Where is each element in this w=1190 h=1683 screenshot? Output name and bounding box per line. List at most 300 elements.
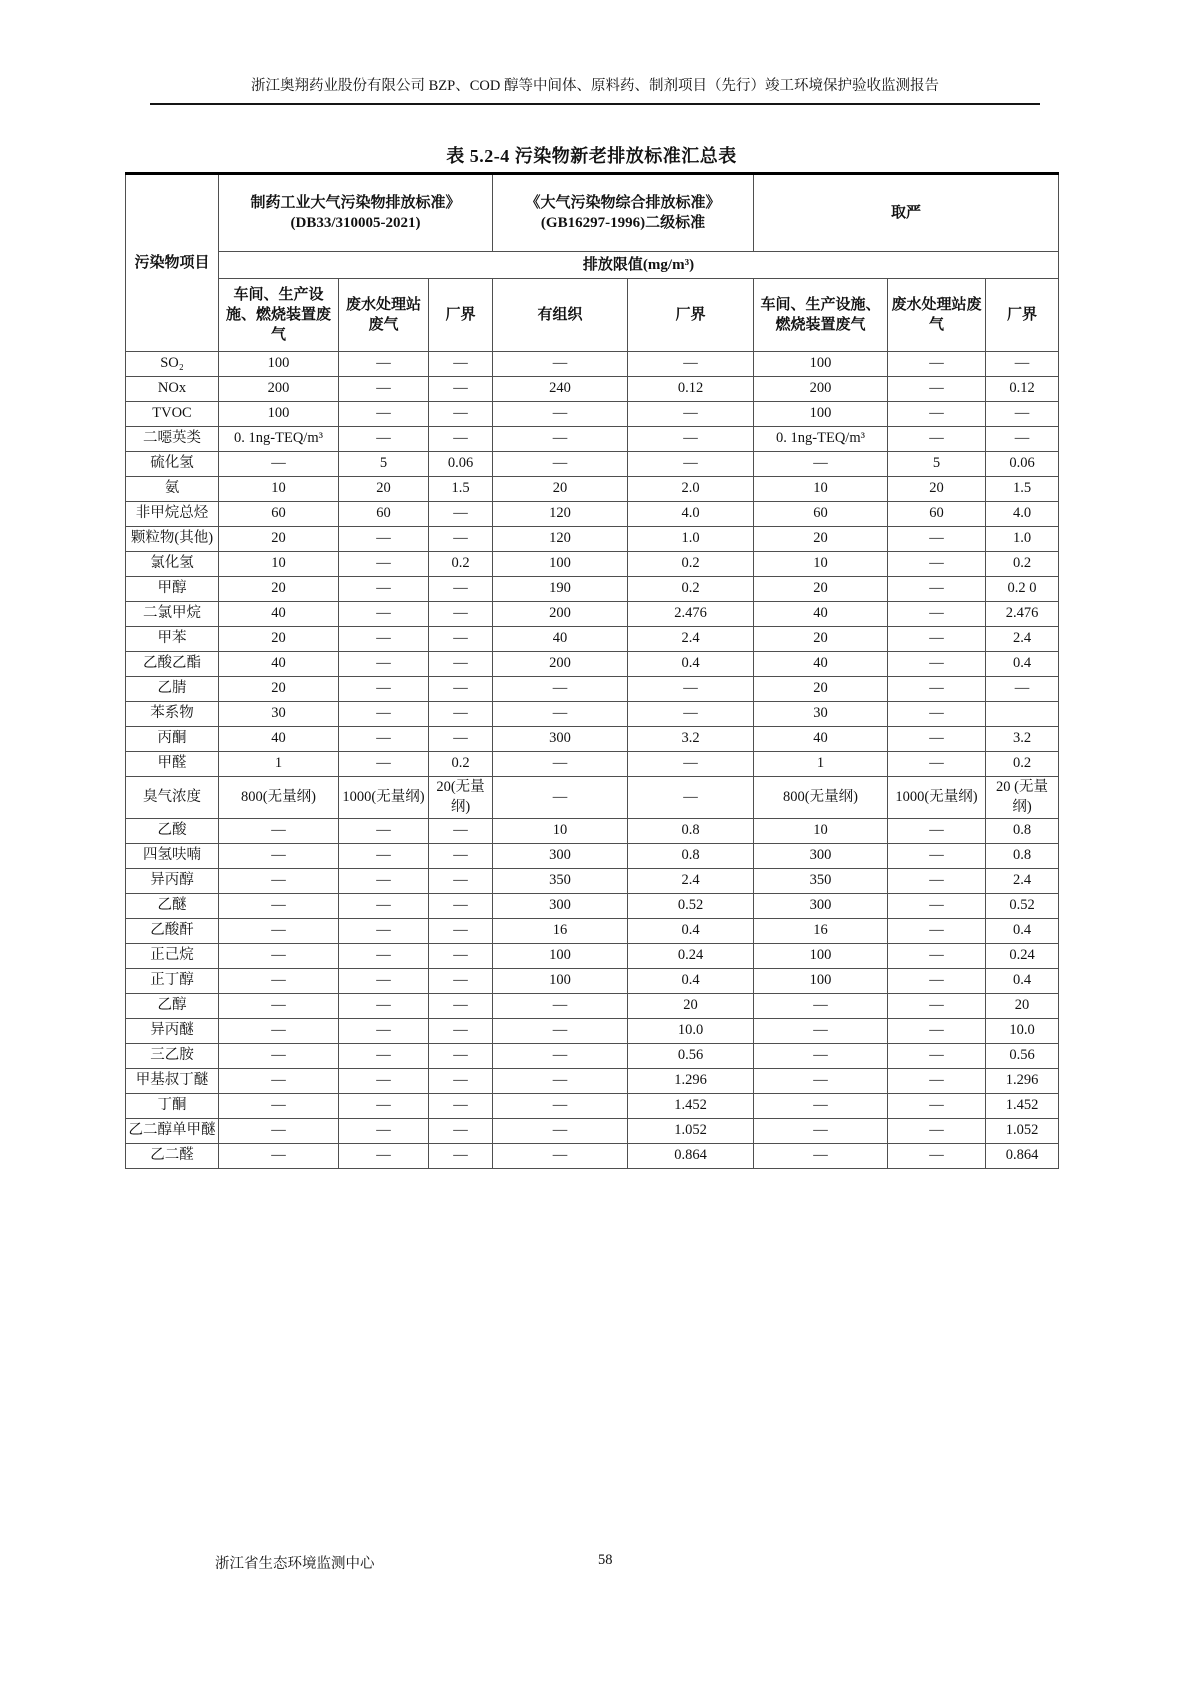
limit-value-cell: — [754,1094,888,1119]
limit-value-cell: 0.4 [628,919,754,944]
limit-value-cell: 2.0 [628,477,754,502]
limit-value-cell: — [219,1069,339,1094]
limit-value-cell: — [219,919,339,944]
limit-value-cell: — [754,1019,888,1044]
header-limit-row [126,252,1059,279]
limit-value-cell: 0.8 [986,819,1059,844]
table-row [126,727,1059,752]
pollutant-name: 甲基叔丁醚 [126,1069,219,1094]
pollutant-name: 异丙醇 [126,869,219,894]
limit-value-cell: — [888,627,986,652]
limit-value-cell: — [339,1069,429,1094]
limit-value-cell: 20 [219,527,339,552]
table-row [126,627,1059,652]
limit-value-cell: — [888,1069,986,1094]
limit-value-cell: 0.4 [628,652,754,677]
limit-value-cell: — [429,427,493,452]
limit-value-cell: — [628,402,754,427]
pollutant-name: 正己烷 [126,944,219,969]
limit-value-cell: — [888,652,986,677]
limit-value-cell: 20 [219,627,339,652]
limit-value-cell: 5 [339,452,429,477]
limit-value-cell: — [986,427,1059,452]
pollutant-name: 丁酮 [126,1094,219,1119]
limit-value-cell: — [429,627,493,652]
header-sub-row [126,279,1059,352]
page-number: 58 [598,1552,613,1568]
limit-value-cell: 0.8 [628,819,754,844]
limit-value-cell: 2.476 [986,602,1059,627]
table-row [126,452,1059,477]
limit-value-cell: 1.0 [628,527,754,552]
pollutant-name: TVOC [126,402,219,427]
limit-value-cell: 30 [754,702,888,727]
limit-value-cell: — [888,944,986,969]
limit-value-cell: 1.052 [986,1119,1059,1144]
pollutant-name: 二噁英类 [126,427,219,452]
limit-value-cell: 2.4 [986,869,1059,894]
limit-value-cell: — [493,402,628,427]
limit-value-cell: 0.4 [986,919,1059,944]
pollutant-name: 乙酸 [126,819,219,844]
limit-value-cell: — [429,819,493,844]
limit-value-cell: — [339,427,429,452]
limit-value-cell: — [493,702,628,727]
limit-value-cell: 5 [888,452,986,477]
limit-value-cell: — [339,352,429,377]
limit-value-cell: — [493,427,628,452]
table-row [126,819,1059,844]
limit-value-cell: 10.0 [628,1019,754,1044]
limit-value-cell [986,702,1059,727]
limit-value-cell: 20 (无量纲) [986,777,1059,819]
limit-value-cell: 200 [493,602,628,627]
limit-value-cell: — [339,727,429,752]
limit-value-cell: 20 [628,994,754,1019]
limit-value-cell: 4.0 [628,502,754,527]
pollutant-name: 颗粒物(其他) [126,527,219,552]
limit-value-cell: — [219,844,339,869]
limit-value-cell: — [493,777,628,819]
limit-value-cell: 800(无量纲) [754,777,888,819]
limit-value-cell: 20(无量纲) [429,777,493,819]
pollutant-name: 硫化氢 [126,452,219,477]
header-group-row [126,174,1059,252]
pollutant-name: 异丙醚 [126,1019,219,1044]
limit-value-cell: — [339,527,429,552]
pollutant-name: 甲醇 [126,577,219,602]
limit-value-cell: 2.4 [986,627,1059,652]
limit-value-cell: — [339,1094,429,1119]
pollutant-name: 正丁醇 [126,969,219,994]
pollutant-name: 乙醚 [126,894,219,919]
pollutant-name: 臭气浓度 [126,777,219,819]
limit-value-cell: 60 [754,502,888,527]
limit-value-cell: — [628,677,754,702]
limit-value-cell: 10 [219,552,339,577]
limit-value-cell: — [219,1044,339,1069]
limit-value-cell: 1000(无量纲) [339,777,429,819]
limit-value-cell: 0.2 [429,752,493,777]
limit-value-cell: — [429,677,493,702]
limit-value-cell: — [429,944,493,969]
limit-value-cell: — [339,652,429,677]
limit-value-cell: — [339,752,429,777]
pollutant-name: 丙酮 [126,727,219,752]
limit-value-cell: — [493,1044,628,1069]
limit-value-cell: 120 [493,527,628,552]
limit-value-cell: — [339,869,429,894]
subcol-workshop-exhaust-strict: 车间、生产设施、燃烧装置废气 [754,279,888,352]
limit-value-cell: 100 [754,402,888,427]
limit-value-cell: — [339,677,429,702]
limit-value-cell: — [429,994,493,1019]
limit-value-cell: 40 [219,727,339,752]
limit-value-cell: — [429,869,493,894]
col-group-gb16297: 《大气污染物综合排放标准》(GB16297-1996)二级标准 [493,174,754,252]
limit-value-cell: 0.4 [628,969,754,994]
limit-value-cell: — [219,1019,339,1044]
limit-value-cell: 0.4 [986,969,1059,994]
limit-value-cell: — [888,702,986,727]
pollutant-name: SO₂ [126,352,219,377]
table-row [126,577,1059,602]
limit-value-cell: — [493,1019,628,1044]
limit-value-cell: — [429,402,493,427]
limit-value-cell: 100 [219,352,339,377]
table-row [126,969,1059,994]
limit-value-cell: 10 [219,477,339,502]
limit-value-cell: — [628,702,754,727]
table-row [126,1069,1059,1094]
limit-value-cell: — [888,727,986,752]
limit-value-cell: 20 [986,994,1059,1019]
limit-value-cell: — [888,1019,986,1044]
limit-value-cell: 0.2 [986,552,1059,577]
table-row [126,919,1059,944]
limit-value-cell: — [628,427,754,452]
pollutant-name: 甲醛 [126,752,219,777]
limit-value-cell: 100 [493,944,628,969]
pollutant-name: 乙腈 [126,677,219,702]
limit-value-cell: 40 [754,652,888,677]
limit-value-cell: 30 [219,702,339,727]
limit-value-cell: 60 [339,502,429,527]
pollutant-name: 甲苯 [126,627,219,652]
limit-value-cell: — [339,552,429,577]
limit-units-header: 排放限值(mg/m³) [219,252,1059,279]
subcol-boundary-gb: 厂界 [628,279,754,352]
limit-value-cell: 1.452 [628,1094,754,1119]
limit-value-cell: 120 [493,502,628,527]
table-row [126,1144,1059,1169]
limit-value-cell: — [493,1119,628,1144]
limit-value-cell: — [754,1119,888,1144]
limit-value-cell: — [219,969,339,994]
table-row [126,552,1059,577]
limit-value-cell: 10 [754,819,888,844]
emission-standards-table [125,172,1059,1169]
limit-value-cell: 1.296 [628,1069,754,1094]
limit-value-cell: — [493,1069,628,1094]
limit-value-cell: — [429,894,493,919]
limit-value-cell: 0.52 [628,894,754,919]
limit-value-cell: — [888,919,986,944]
pollutant-name: 二氯甲烷 [126,602,219,627]
limit-value-cell: — [493,994,628,1019]
limit-value-cell: — [754,1069,888,1094]
subcol-organized: 有组织 [493,279,628,352]
limit-value-cell: — [628,352,754,377]
table-title: 表 5.2-4 污染物新老排放标准汇总表 [446,146,737,166]
limit-value-cell: — [429,1094,493,1119]
limit-value-cell: — [339,994,429,1019]
limit-value-cell: — [888,402,986,427]
col-group-db33: 制药工业大气污染物排放标准》(DB33/310005-2021) [219,174,493,252]
limit-value-cell: 0.24 [986,944,1059,969]
limit-value-cell: — [219,1119,339,1144]
limit-value-cell: 1.5 [429,477,493,502]
limit-value-cell: 3.2 [986,727,1059,752]
limit-value-cell: 200 [754,377,888,402]
limit-value-cell: — [493,1144,628,1169]
limit-value-cell: — [493,677,628,702]
limit-value-cell: 300 [493,727,628,752]
limit-value-cell: 40 [219,602,339,627]
limit-value-cell: — [429,919,493,944]
limit-value-cell: — [339,377,429,402]
limit-value-cell: 60 [888,502,986,527]
subcol-wastewater-station: 废水处理站废气 [339,279,429,352]
limit-value-cell: — [754,452,888,477]
limit-value-cell: — [339,1144,429,1169]
subcol-wastewater-station-strict: 废水处理站废气 [888,279,986,352]
limit-value-cell: 1 [219,752,339,777]
limit-value-cell: 0. 1ng-TEQ/m³ [754,427,888,452]
limit-value-cell: — [339,969,429,994]
pollutant-name: 三乙胺 [126,1044,219,1069]
limit-value-cell: 20 [754,627,888,652]
limit-value-cell: 100 [219,402,339,427]
table-row [126,377,1059,402]
limit-value-cell: — [628,752,754,777]
limit-value-cell: 60 [219,502,339,527]
limit-value-cell: 350 [754,869,888,894]
limit-value-cell: 200 [219,377,339,402]
limit-value-cell: 10.0 [986,1019,1059,1044]
limit-value-cell: 20 [888,477,986,502]
limit-value-cell: — [429,602,493,627]
limit-value-cell: — [339,894,429,919]
limit-value-cell: 40 [219,652,339,677]
report-header-line: 浙江奥翔药业股份有限公司 BZP、COD 醇等中间体、原料药、制剂项目（先行）竣工环境保护验收监测报告 [150,76,1040,105]
limit-value-cell: — [888,552,986,577]
limit-value-cell: 4.0 [986,502,1059,527]
limit-value-cell: — [219,944,339,969]
table-row [126,677,1059,702]
limit-value-cell: — [888,994,986,1019]
pollutant-name: 四氢呋喃 [126,844,219,869]
limit-value-cell: — [429,577,493,602]
limit-value-cell: — [754,1144,888,1169]
limit-value-cell: 100 [754,352,888,377]
limit-value-cell: 0.12 [628,377,754,402]
table-row [126,527,1059,552]
limit-value-cell: — [219,1094,339,1119]
limit-value-cell: — [888,1144,986,1169]
limit-value-cell: — [429,502,493,527]
limit-value-cell: — [429,969,493,994]
limit-value-cell: — [888,577,986,602]
limit-value-cell: 2.4 [628,869,754,894]
limit-value-cell: 0.2 [628,552,754,577]
limit-value-cell: 800(无量纲) [219,777,339,819]
limit-value-cell: 10 [754,552,888,577]
limit-value-cell: 1.0 [986,527,1059,552]
table-row [126,869,1059,894]
limit-value-cell: — [339,402,429,427]
limit-value-cell: 300 [493,894,628,919]
limit-value-cell: 1.452 [986,1094,1059,1119]
limit-value-cell: — [339,1044,429,1069]
limit-value-cell: 240 [493,377,628,402]
limit-value-cell: 20 [493,477,628,502]
limit-value-cell: 1.296 [986,1069,1059,1094]
limit-value-cell: 20 [339,477,429,502]
limit-value-cell: — [888,1044,986,1069]
limit-value-cell: — [888,352,986,377]
limit-value-cell: — [429,377,493,402]
col-header-pollutant: 污染物项目 [126,174,219,352]
limit-value-cell: — [429,1144,493,1169]
table-row [126,752,1059,777]
table-row [126,602,1059,627]
limit-value-cell: — [429,352,493,377]
page-footer [0,1552,1190,1576]
limit-value-cell: 20 [754,677,888,702]
limit-value-cell: 40 [493,627,628,652]
limit-value-cell: — [429,702,493,727]
limit-value-cell: 0.56 [628,1044,754,1069]
limit-value-cell: 2.4 [628,627,754,652]
subcol-boundary: 厂界 [429,279,493,352]
limit-value-cell: 0.2 [429,552,493,577]
table-row [126,1119,1059,1144]
limit-value-cell: 190 [493,577,628,602]
limit-value-cell: — [888,377,986,402]
limit-value-cell: 40 [754,602,888,627]
col-group-strictest: 取严 [754,174,1059,252]
limit-value-cell: 0.12 [986,377,1059,402]
limit-value-cell: 0.52 [986,894,1059,919]
limit-value-cell: 0.2 [986,752,1059,777]
limit-value-cell: — [493,352,628,377]
limit-value-cell: — [339,819,429,844]
limit-value-cell: — [429,652,493,677]
limit-value-cell: — [888,602,986,627]
limit-value-cell: — [219,819,339,844]
limit-value-cell: — [429,1119,493,1144]
limit-value-cell: 1.5 [986,477,1059,502]
limit-value-cell: — [888,819,986,844]
table-row [126,652,1059,677]
limit-value-cell: — [339,577,429,602]
limit-value-cell: 0.8 [628,844,754,869]
table-row [126,352,1059,377]
limit-value-cell: — [219,1144,339,1169]
limit-value-cell: 300 [754,894,888,919]
limit-value-cell: — [754,994,888,1019]
limit-value-cell: 100 [493,969,628,994]
limit-value-cell: 0.864 [986,1144,1059,1169]
limit-value-cell: — [493,452,628,477]
limit-value-cell: — [429,1069,493,1094]
table-row [126,502,1059,527]
limit-value-cell: — [429,1019,493,1044]
limit-value-cell: — [628,452,754,477]
limit-value-cell: — [219,894,339,919]
limit-value-cell: 20 [219,577,339,602]
limit-value-cell: 100 [754,969,888,994]
limit-value-cell: 200 [493,652,628,677]
limit-value-cell: — [429,727,493,752]
table-row [126,777,1059,819]
table-row [126,702,1059,727]
pollutant-name: 乙二醇单甲醚 [126,1119,219,1144]
limit-value-cell: — [219,452,339,477]
limit-value-cell: — [339,627,429,652]
limit-value-cell: — [493,752,628,777]
limit-value-cell: — [219,994,339,1019]
limit-value-cell: 100 [493,552,628,577]
limit-value-cell: 20 [754,527,888,552]
pollutant-name: 乙醇 [126,994,219,1019]
table-row [126,1044,1059,1069]
table-row [126,1094,1059,1119]
limit-value-cell: — [339,702,429,727]
footer-organization: 浙江省生态环境监测中心 [215,1556,375,1572]
pollutant-name: 苯系物 [126,702,219,727]
limit-value-cell: 10 [754,477,888,502]
limit-value-cell: — [429,527,493,552]
limit-value-cell: — [339,602,429,627]
limit-value-cell: 300 [754,844,888,869]
pollutant-name: 乙二醛 [126,1144,219,1169]
table-row [126,844,1059,869]
limit-value-cell: — [888,677,986,702]
limit-value-cell: — [888,844,986,869]
limit-value-cell: 2.476 [628,602,754,627]
limit-value-cell: — [888,427,986,452]
limit-value-cell: 300 [493,844,628,869]
pollutant-name: 乙酸酐 [126,919,219,944]
limit-value-cell: 100 [754,944,888,969]
limit-value-cell: — [429,1044,493,1069]
limit-value-cell: 0.06 [986,452,1059,477]
limit-value-cell: — [888,894,986,919]
limit-value-cell: 10 [493,819,628,844]
limit-value-cell: 0.8 [986,844,1059,869]
limit-value-cell: — [888,869,986,894]
limit-value-cell: 16 [754,919,888,944]
limit-value-cell: — [339,844,429,869]
pollutant-name: 非甲烷总烃 [126,502,219,527]
limit-value-cell: 0.864 [628,1144,754,1169]
limit-value-cell: 350 [493,869,628,894]
limit-value-cell: — [493,1094,628,1119]
limit-value-cell: 0.24 [628,944,754,969]
pollutant-name: 乙酸乙酯 [126,652,219,677]
